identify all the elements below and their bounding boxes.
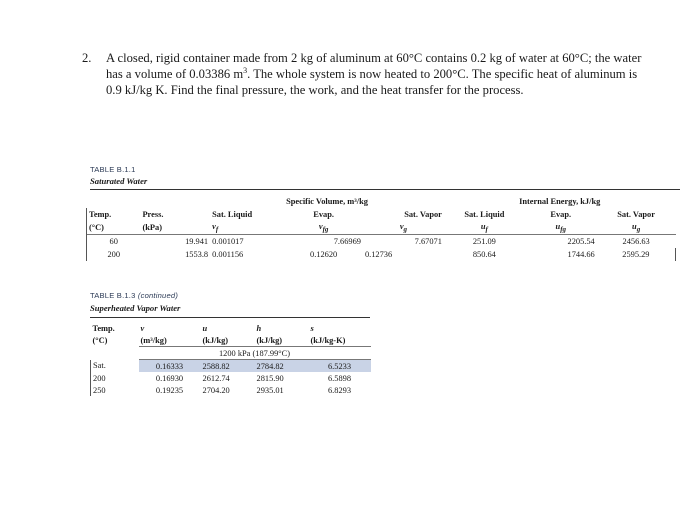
table1-label: TABLE B.1.1 [90, 165, 136, 174]
problem-statement [82, 50, 648, 98]
superheated-vapor-table [90, 322, 371, 396]
header-evap-u: Evap. [550, 210, 572, 219]
header-v: v [140, 323, 145, 333]
table-row: 200 1553.8 0.001156 0.12620 0.12736 850.64 1744.66 2595.29 [87, 248, 676, 261]
table-row: 200 0.16930 2612.74 2815.90 6.5898 [91, 372, 371, 384]
table3-label: TABLE B.1.3 (continued) [90, 291, 179, 300]
header-sat-vapor-u: Sat. Vapor [617, 210, 655, 219]
unit-temp: (°C) [87, 221, 141, 235]
header-sat-vapor-v: Sat. Vapor [404, 210, 442, 219]
header-sat-liquid-u: Sat. Liquid [464, 210, 505, 219]
pressure-heading-row [91, 347, 371, 360]
table-row: 250 0.19235 2704.20 2935.01 6.8293 [91, 384, 371, 396]
problem-text: A closed, rigid container made from 2 kg of aluminum at 60°C contains 0.2 kg of water at 60°C; the water has a volume of 0.03386 $m^3$. The whole system is now heated to 200°C. The specific heat of aluminum is 0.9 kJ/kg K. Find the final pressure, the work, and the heat transfer for the process. [106, 51, 642, 97]
unit-press: (kPa) [142, 223, 162, 232]
header-s: s [310, 323, 314, 333]
header-temp: Temp. [87, 208, 141, 221]
unit-vg: $v_g$ [399, 221, 408, 234]
header-press: Press. [142, 210, 164, 219]
table3-subtitle: Superheated Vapor Water [90, 303, 181, 313]
table1-subtitle: Saturated Water [90, 176, 148, 186]
saturated-water-table [86, 195, 676, 261]
table-row: Sat. 0.16333 2588.82 2784.82 6.5233 [91, 360, 371, 373]
unit-vfg: $v_{fg}$ [318, 221, 329, 234]
table1-group-row [87, 195, 676, 208]
unit-vf: $v_f$ [212, 221, 219, 234]
unit-ufg: $u_{fg}$ [555, 221, 567, 234]
unit-ug: $u_g$ [632, 221, 641, 234]
table1-top-rule [90, 189, 680, 190]
header-u: u [202, 323, 208, 333]
header-evap-v: Evap. [313, 210, 334, 219]
group-internal-energy: Internal Energy, kJ/kg [519, 197, 601, 206]
table1-header-row [87, 208, 676, 221]
pressure-heading: 1200 kPa (187.99°C) [139, 347, 371, 360]
problem-number: 2. [82, 51, 92, 65]
group-specific-volume: Specific Volume, m³/kg [286, 197, 368, 206]
header-temp: Temp. [92, 323, 115, 333]
table3-header-row [91, 322, 371, 334]
header-sat-liquid-v: Sat. Liquid [212, 210, 253, 219]
table1-units-row [87, 221, 676, 235]
table3-units-row: (°C) (m³/kg) (kJ/kg) (kJ/kg) (kJ/kg-K) [92, 335, 346, 345]
header-h: h [256, 323, 262, 333]
table3-top-rule [90, 317, 370, 318]
unit-uf: $u_f$ [480, 221, 488, 234]
table-row: 60 19.941 0.001017 7.66969 7.67071 251.09 2205.54 2456.63 [87, 235, 676, 249]
